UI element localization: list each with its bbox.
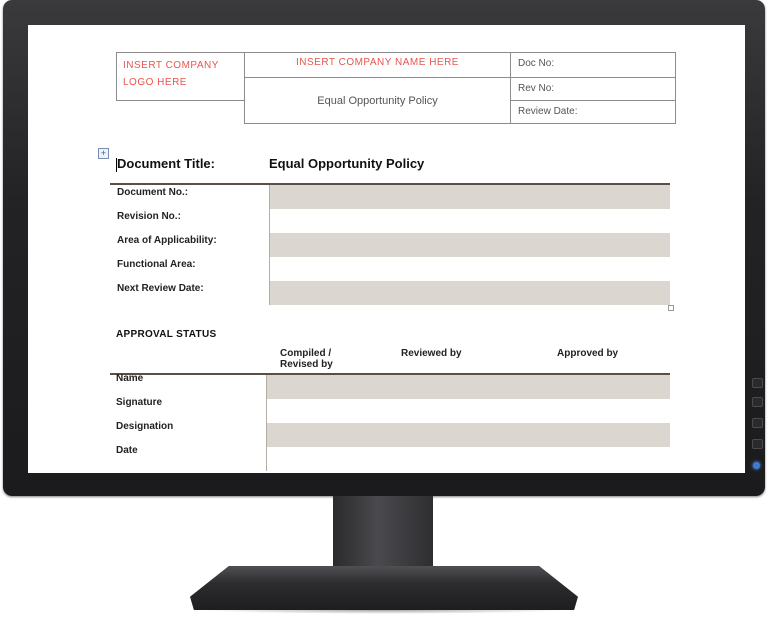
field-row	[110, 209, 670, 233]
monitor-bezel	[3, 0, 765, 496]
monitor-button[interactable]	[752, 439, 763, 449]
field-value-cell[interactable]	[269, 209, 670, 233]
monitor-button[interactable]	[752, 418, 763, 428]
column-header-compiled: Compiled / Revised by	[280, 348, 333, 370]
approval-cell[interactable]	[266, 447, 670, 471]
approval-row-label: Date	[116, 445, 138, 456]
table-move-handle-icon[interactable]: +	[98, 148, 109, 159]
field-value-cell[interactable]	[269, 233, 670, 257]
approval-row-label: Signature	[116, 397, 163, 408]
doc-no-label[interactable]: Doc No:	[511, 53, 676, 78]
field-row	[110, 185, 670, 209]
approval-row	[110, 399, 670, 423]
field-label: Area of Applicability:	[117, 235, 217, 246]
table-resize-handle[interactable]	[668, 305, 674, 311]
approval-cell[interactable]	[266, 423, 670, 447]
field-value-cell[interactable]	[269, 281, 670, 305]
field-value-cell[interactable]	[269, 257, 670, 281]
monitor-button[interactable]	[752, 397, 763, 407]
column-header-approved: Approved by	[557, 348, 619, 359]
approval-row-label: Name	[116, 373, 144, 384]
power-led-icon[interactable]	[753, 462, 760, 469]
monitor-stand-base	[190, 566, 578, 610]
review-date-label[interactable]: Review Date:	[511, 101, 676, 124]
approval-row	[110, 375, 670, 399]
field-label: Functional Area:	[117, 259, 196, 270]
approval-status-heading: APPROVAL STATUS	[116, 329, 217, 340]
approval-cell[interactable]	[266, 399, 670, 423]
field-value-cell[interactable]	[269, 185, 670, 209]
company-logo-placeholder[interactable]: INSERT COMPANY LOGO HERE	[117, 53, 245, 101]
approval-table	[110, 373, 670, 471]
document-title-label: Document Title:	[117, 156, 215, 171]
approval-row-label: Designation	[116, 421, 174, 432]
approval-cell[interactable]	[266, 375, 670, 399]
document-header-table	[116, 52, 676, 124]
field-row	[110, 233, 670, 257]
monitor-button[interactable]	[752, 378, 763, 388]
header-policy-name[interactable]: Equal Opportunity Policy	[245, 78, 511, 124]
header-spacer	[117, 101, 245, 124]
approval-row	[110, 447, 670, 471]
company-name-placeholder[interactable]: INSERT COMPANY NAME HERE	[245, 53, 511, 78]
approval-row	[110, 423, 670, 447]
rev-no-label[interactable]: Rev No:	[511, 78, 676, 101]
field-label: Next Review Date:	[117, 283, 204, 294]
document-fields-table	[110, 183, 670, 305]
monitor-screen	[28, 25, 745, 473]
document-title-value[interactable]: Equal Opportunity Policy	[269, 156, 425, 171]
field-label: Revision No.:	[117, 211, 181, 222]
field-row	[110, 257, 670, 281]
column-header-reviewed: Reviewed by	[401, 348, 462, 359]
field-label: Document No.:	[117, 187, 189, 198]
field-row	[110, 281, 670, 305]
monitor-stand-neck	[333, 496, 433, 574]
